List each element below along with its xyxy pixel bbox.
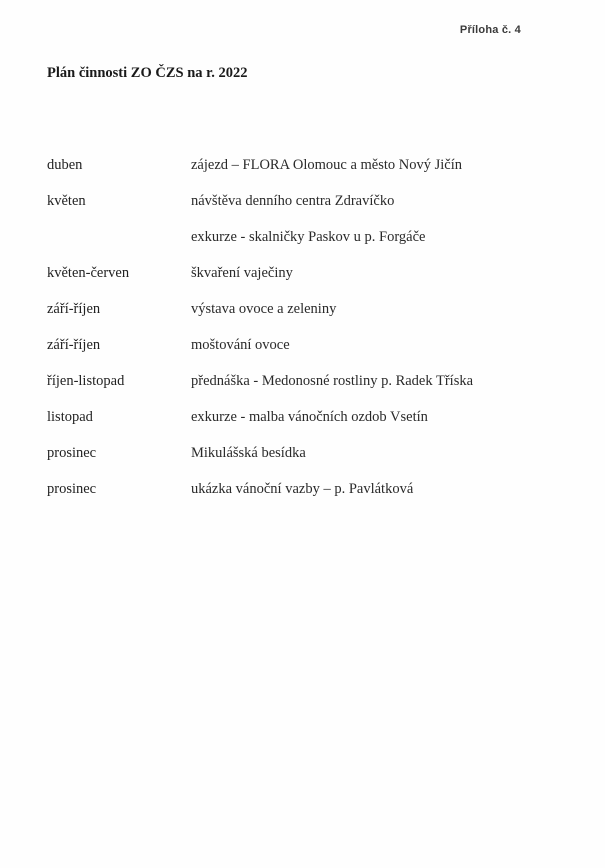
plan-activity: ukázka vánoční vazby – p. Pavlátková [191, 481, 414, 497]
plan-activity: přednáška - Medonosné rostliny p. Radek Tříska [191, 373, 474, 389]
plan-row [47, 408, 567, 444]
plan-month: listopad [47, 409, 93, 425]
plan-month: září-říjen [47, 301, 101, 317]
plan-row [47, 480, 567, 516]
plan-row [47, 156, 567, 192]
plan-row [47, 228, 567, 264]
plan-row [47, 192, 567, 228]
plan-activity: moštování ovoce [191, 337, 290, 353]
plan-month: prosinec [47, 445, 97, 461]
plan-month: říjen-listopad [47, 373, 125, 389]
activity-plan [47, 156, 567, 516]
document-title: Plán činnosti ZO ČZS na r. 2022 [47, 65, 248, 81]
plan-month: květen [47, 193, 86, 209]
plan-row [47, 300, 567, 336]
plan-activity: návštěva denního centra Zdravíčko [191, 193, 395, 209]
plan-activity: exkurze - malba vánočních ozdob Vsetín [191, 409, 428, 425]
attachment-label: Příloha č. 4 [459, 24, 521, 36]
plan-activity: Mikulášská besídka [191, 445, 306, 461]
plan-row [47, 444, 567, 480]
plan-activity: zájezd – FLORA Olomouc a město Nový Jičín [191, 157, 463, 173]
plan-activity: exkurze - skalničky Paskov u p. Forgáče [191, 229, 426, 245]
plan-row [47, 336, 567, 372]
plan-month: duben [47, 157, 83, 173]
plan-month: září-říjen [47, 337, 101, 353]
plan-month: květen-červen [47, 265, 130, 281]
plan-row [47, 264, 567, 300]
plan-row [47, 372, 567, 408]
plan-activity: výstava ovoce a zeleniny [191, 301, 337, 317]
plan-month: prosinec [47, 481, 97, 497]
plan-activity: škvaření vaječiny [191, 265, 293, 281]
